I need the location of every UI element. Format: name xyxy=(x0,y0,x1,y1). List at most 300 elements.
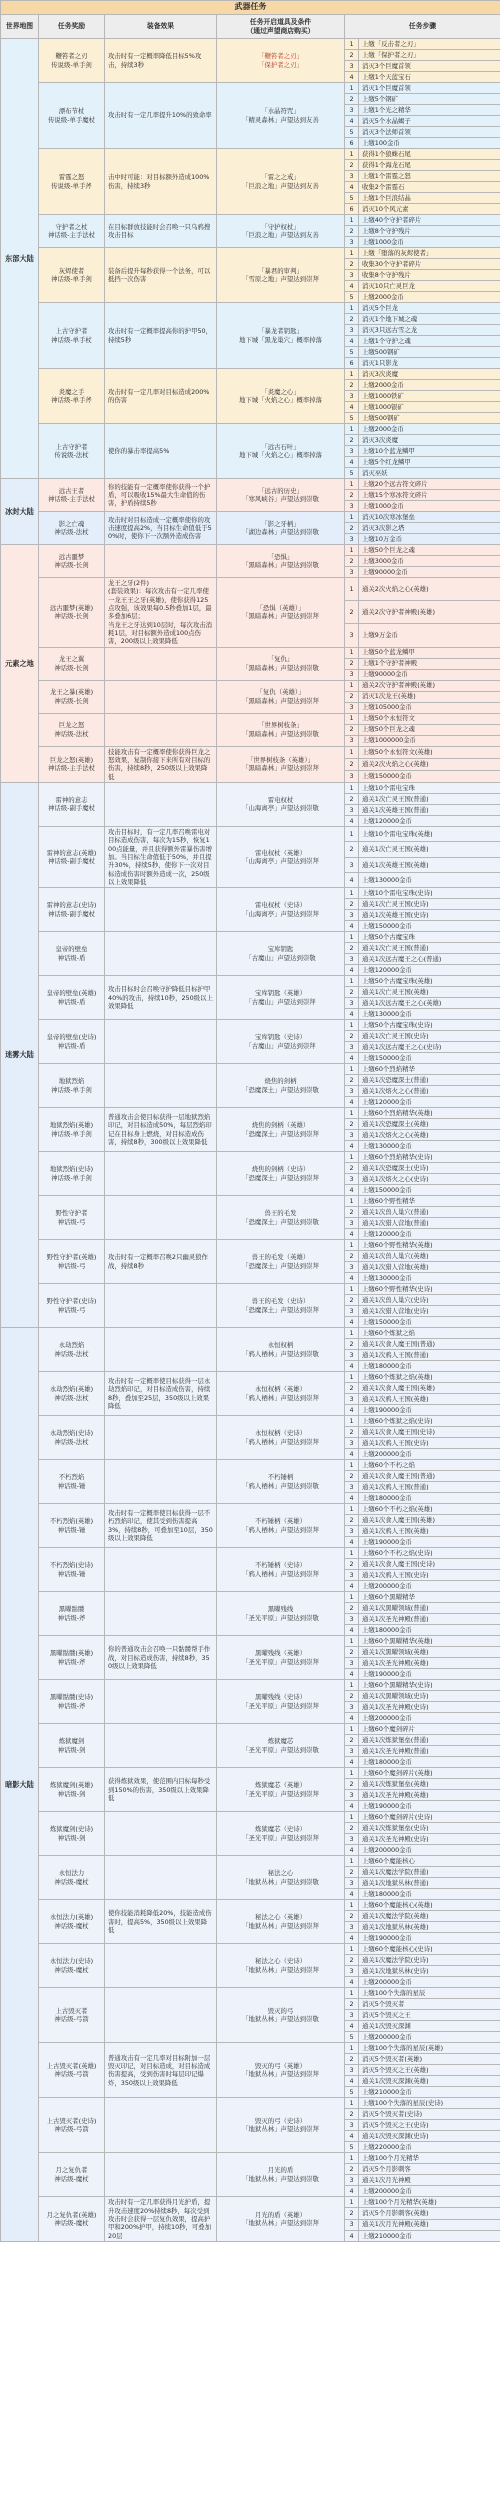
step-number: 2 xyxy=(345,259,359,270)
step-text: 上缴1000金币 xyxy=(359,501,500,512)
unlock-condition: 「影之牙柄」 「湖边森林」声望达到崇敬 xyxy=(217,512,345,545)
step-text: 上缴2000金币 xyxy=(359,380,500,391)
step-text: 上缴60个魔剑碎片 xyxy=(359,1724,500,1735)
reward-name: 野性守护者(英雄) 神话级-弓 xyxy=(39,1240,105,1284)
step-number: 1 xyxy=(345,2153,359,2164)
step-number: 4 xyxy=(345,1449,359,1460)
step-text: 通关1次英雄王国(普通) xyxy=(359,804,500,815)
table-row xyxy=(1,1548,500,1559)
equipment-effect xyxy=(105,545,217,578)
unlock-condition: 毁灭的弓（史诗） 「地狱丛林」声望达到崇拜 xyxy=(217,2098,345,2153)
table-row xyxy=(1,149,500,160)
step-number: 2 xyxy=(345,1471,359,1482)
region-cell: 暗影大陆 xyxy=(1,1328,39,2242)
step-text: 通关1次远古魔王之心(史诗) xyxy=(359,1042,500,1053)
reward-name: 远古噩梦 神话级-长剑 xyxy=(39,545,105,578)
step-number: 4 xyxy=(345,2230,359,2241)
step-text: 上缴180000金币 xyxy=(359,1625,500,1636)
equipment-effect xyxy=(105,1812,217,1856)
equipment-effect: 你的普通攻击会召唤一只骷髅帮手作战，对目标造成伤害，持续8秒，350级以上效果降低 xyxy=(105,1636,217,1680)
step-number: 5 xyxy=(345,2032,359,2043)
reward-name: 月之复仇者(英雄) 神话级-魔杖 xyxy=(39,2197,105,2242)
step-number: 4 xyxy=(345,281,359,292)
step-text: 消灭3次影之塔 xyxy=(359,523,500,534)
header-row xyxy=(1,15,500,39)
step-number: 1 xyxy=(345,2043,359,2054)
region-cell: 迷雾大陆 xyxy=(1,782,39,1327)
table-row xyxy=(1,2153,500,2164)
step-text: 上缴100个月光精华(英雄) xyxy=(359,2197,500,2208)
equipment-effect xyxy=(105,1548,217,1592)
step-number: 1 xyxy=(345,545,359,556)
step-number: 2 xyxy=(345,1559,359,1570)
step-number: 2 xyxy=(345,2109,359,2120)
step-text: 上缴100金币 xyxy=(359,138,500,149)
equipment-effect: 攻击时有一定几率对目标造成200%的伤害 xyxy=(105,369,217,424)
step-text: 上缴500钢矿 xyxy=(359,413,500,424)
step-number: 1 xyxy=(345,1900,359,1911)
step-text: 上缴100个失落的星辰(史诗) xyxy=(359,2098,500,2109)
step-text: 上缴150000金币 xyxy=(359,921,500,932)
unlock-condition: 「雷之之戒」 「巨浪之地」声望达到友善 xyxy=(217,149,345,215)
step-text: 上缴180000金币 xyxy=(359,1757,500,1768)
equipment-effect: 使你的暴击率提高5% xyxy=(105,424,217,479)
step-number: 3 xyxy=(345,1174,359,1185)
unlock-condition: 烧焦的剑柄（英雄） 「恐魔深土」声望达到崇拜 xyxy=(217,1108,345,1152)
equipment-effect: 使你技能消耗降低20%，技能造成伤害时，提高5%，350级以上效果降低 xyxy=(105,1900,217,1944)
step-text: 上缴60个炼狱之焰(史诗) xyxy=(359,1416,500,1427)
step-text: 上缴60个烈焰精华(史诗) xyxy=(359,1152,500,1163)
step-number: 3 xyxy=(345,1878,359,1889)
step-number: 3 xyxy=(345,171,359,182)
unlock-condition: 秘法之心（史诗） 「地狱丛林」声望达到崇拜 xyxy=(217,1944,345,1988)
step-number: 2 xyxy=(345,842,359,857)
step-number: 3 xyxy=(345,1262,359,1273)
step-number: 3 xyxy=(345,1130,359,1141)
step-number: 4 xyxy=(345,1361,359,1372)
step-text: 消灭5个毁灭之王(史诗) xyxy=(359,2120,500,2131)
step-number: 4 xyxy=(345,1801,359,1812)
step-text: 通关1次圣光神殿(史诗) xyxy=(359,1834,500,1845)
step-number: 2 xyxy=(345,1515,359,1526)
step-number: 4 xyxy=(345,1757,359,1768)
step-text: 上缴「保护者之刃」 xyxy=(359,50,500,61)
step-text: 通关1次魔法学院(普通) xyxy=(359,1867,500,1878)
step-number: 1 xyxy=(345,1020,359,1031)
equipment-effect xyxy=(105,1724,217,1768)
step-number: 1 xyxy=(345,1328,359,1339)
step-number: 1 xyxy=(345,2197,359,2208)
equipment-effect xyxy=(105,713,217,746)
step-text: 通关2次火焰之心(英雄) xyxy=(359,578,500,601)
step-text: 上缴50个巨龙之魂 xyxy=(359,545,500,556)
step-text: 通关1次亡灵王国(史诗) xyxy=(359,1031,500,1042)
step-number: 4 xyxy=(345,2186,359,2197)
unlock-condition: 黑曜残线 「圣光平原」声望达到崇敬 xyxy=(217,1592,345,1636)
step-text: 消灭5个毁灭者(英雄) xyxy=(359,2054,500,2065)
step-text: 消灭1次龙王(英雄) xyxy=(359,691,500,702)
step-text: 上缴200000金币 xyxy=(359,1845,500,1856)
step-text: 上缴1个天蓝宝石 xyxy=(359,72,500,83)
unlock-condition: 兽王的毛发 「恐魔深土」声望达到崇敬 xyxy=(217,1196,345,1240)
step-text: 通关1次食人魔王国(普通) xyxy=(359,1471,500,1482)
step-text: 通关1次食人魔王国(史诗) xyxy=(359,1559,500,1570)
step-text: 上缴60个烈焰精华 xyxy=(359,1064,500,1075)
step-number: 4 xyxy=(345,402,359,413)
step-number: 3 xyxy=(345,1746,359,1757)
reward-name: 永劫烈焰(英雄) 神话级-法杖 xyxy=(39,1372,105,1416)
step-number: 2 xyxy=(345,758,359,770)
reward-name: 雷神的意志(英雄) 神话级-副手魔杖 xyxy=(39,826,105,887)
step-text: 上缴3000金币 xyxy=(359,556,500,567)
table-row xyxy=(1,888,500,899)
step-number: 3 xyxy=(345,1658,359,1669)
step-text: 上缴10个雷电宝珠(英雄) xyxy=(359,826,500,841)
reward-name: 炼狱魔剑(史诗) 神话级-剑 xyxy=(39,1812,105,1856)
table-row xyxy=(1,369,500,380)
equipment-effect xyxy=(105,1416,217,1460)
reward-name: 皇帝的壁垒(史诗) 神话级-盾 xyxy=(39,1020,105,1064)
step-text: 通关1次地狱丛林(英雄) xyxy=(359,1922,500,1933)
reward-name: 雷神的意志 神话级-副手魔杖 xyxy=(39,782,105,826)
step-text: 通关1次毁灭深渊 xyxy=(359,2021,500,2032)
step-number: 2 xyxy=(345,50,359,61)
sheet-title: 武器任务 xyxy=(1,1,500,15)
step-number: 2 xyxy=(345,601,359,624)
step-number: 4 xyxy=(345,1581,359,1592)
table-row xyxy=(1,2197,500,2208)
step-number: 5 xyxy=(345,193,359,204)
step-number: 3 xyxy=(345,857,359,872)
step-text: 上缴15个寒冰符文碎片 xyxy=(359,490,500,501)
step-number: 2 xyxy=(345,490,359,501)
unlock-condition: 「水晶符咒」 「精灵森林」声望达到友善 xyxy=(217,83,345,149)
step-number: 1 xyxy=(345,932,359,943)
reward-name: 月之复仇者 神话级-魔杖 xyxy=(39,2153,105,2197)
region-cell: 冰封大陆 xyxy=(1,479,39,545)
step-text: 上缴100个失落的星辰(英雄) xyxy=(359,2043,500,2054)
step-number: 3 xyxy=(345,237,359,248)
reward-name: 龙王之翼 神话级-长剑 xyxy=(39,647,105,680)
step-text: 上缴60个魔能核心(英雄) xyxy=(359,1900,500,1911)
step-number: 1 xyxy=(345,1768,359,1779)
step-text: 通关1次黑曜领域(普通) xyxy=(359,1603,500,1614)
table-row xyxy=(1,1988,500,1999)
step-text: 上缴200000金币 xyxy=(359,1977,500,1988)
step-number: 6 xyxy=(345,138,359,149)
step-text: 通关1次鸦人王国(史诗) xyxy=(359,1438,500,1449)
step-number: 2 xyxy=(345,1867,359,1878)
step-text: 消灭5个月影刺客(英雄) xyxy=(359,2208,500,2219)
step-text: 上缴120000金币 xyxy=(359,815,500,826)
step-number: 2 xyxy=(345,1207,359,1218)
reward-name: 永恒法力 神话级-魔杖 xyxy=(39,1856,105,1900)
unlock-condition: 兽王的毛发（英雄） 「恐魔深土」声望达到崇拜 xyxy=(217,1240,345,1284)
unlock-condition: 黑曜残线（英雄） 「圣光平原」声望达到崇拜 xyxy=(217,1636,345,1680)
step-text: 上缴130000金币 xyxy=(359,1009,500,1020)
table-row xyxy=(1,680,500,691)
step-number: 3 xyxy=(345,105,359,116)
step-text: 通关1次兽人巢穴(英雄) xyxy=(359,1251,500,1262)
unlock-condition: 毁灭的弓（英雄） 「地狱丛林」声望达到崇拜 xyxy=(217,2043,345,2098)
step-text: 上缴150000金币 xyxy=(359,770,500,782)
step-number: 3 xyxy=(345,391,359,402)
step-text: 收集30个守护者碎片 xyxy=(359,259,500,270)
table-row xyxy=(1,1196,500,1207)
step-text: 通关1次食人魔王国(英雄) xyxy=(359,1515,500,1526)
step-number: 4 xyxy=(345,1185,359,1196)
step-text: 上缴9万金币 xyxy=(359,624,500,647)
region-cell: 东部大陆 xyxy=(1,39,39,479)
step-text: 通关1次圣光神殿(普通) xyxy=(359,1614,500,1625)
step-number: 1 xyxy=(345,1416,359,1427)
table-row xyxy=(1,746,500,758)
step-number: 2 xyxy=(345,1295,359,1306)
unlock-condition: 宝库钥匙 「古魔山」声望达到崇敬 xyxy=(217,932,345,976)
step-number: 1 xyxy=(345,1988,359,1999)
equipment-effect xyxy=(105,1196,217,1240)
table-row xyxy=(1,215,500,226)
step-number: 1 xyxy=(345,303,359,314)
step-number: 1 xyxy=(345,479,359,490)
step-number: 2 xyxy=(345,1383,359,1394)
equipment-effect: 你的技能有一定概率使你获得一个护盾，可以吸收15%最大生命值的伤害，护盾持续5秒 xyxy=(105,479,217,512)
step-number: 5 xyxy=(345,2087,359,2098)
step-number: 1 xyxy=(345,83,359,94)
step-number: 6 xyxy=(345,358,359,369)
step-text: 通关1次鸦人王国(史诗) xyxy=(359,1570,500,1581)
reward-name: 永劫烈焰 神话级-法杖 xyxy=(39,1328,105,1372)
equipment-effect: 攻击时有一定概率使目标获得一层永劫烈焰印记，对目标造成伤害，持续8秒，叠加至25层，350级以上效果降低 xyxy=(105,1372,217,1416)
equipment-effect xyxy=(105,888,217,932)
step-text: 通关1次鸦人王国(英雄) xyxy=(359,1394,500,1405)
equipment-effect xyxy=(105,1680,217,1724)
step-number: 4 xyxy=(345,1009,359,1020)
region-cell: 元素之地 xyxy=(1,545,39,783)
step-text: 上缴200000金币 xyxy=(359,1581,500,1592)
step-number: 2 xyxy=(345,1955,359,1966)
unlock-condition: 雷电权杖 「山海离亭」声望达到崇敬 xyxy=(217,782,345,826)
equipment-effect: 攻击时有一定几率获得月光护盾，提升攻击速度20%持续8秒，每次受到攻击时会获得一层复仇效果，提高护甲和200%护甲，持续10秒，可叠加20层 xyxy=(105,2197,217,2242)
step-number: 3 xyxy=(345,325,359,336)
reward-name: 野性守护者(史诗) 神话级-弓 xyxy=(39,1284,105,1328)
step-number: 3 xyxy=(345,534,359,545)
step-number: 3 xyxy=(345,770,359,782)
step-number: 2 xyxy=(345,380,359,391)
step-number: 2 xyxy=(345,1823,359,1834)
step-number: 2 xyxy=(345,1427,359,1438)
step-number: 1 xyxy=(345,39,359,50)
reward-name: 上古毁灭者 神话级-弓箭 xyxy=(39,1988,105,2043)
unlock-condition: 「远古的历史」 「寒风峡谷」声望达到崇敬 xyxy=(217,479,345,512)
step-number: 4 xyxy=(345,1273,359,1284)
step-number: 1 xyxy=(345,369,359,380)
unlock-condition: 「暴君的审判」 「雪原之地」声望达到崇拜 xyxy=(217,248,345,303)
unlock-condition: 永恒权柄（史诗） 「鸦人栖林」声望达到崇拜 xyxy=(217,1416,345,1460)
step-text: 通关1次恐魔深土(英雄) xyxy=(359,1119,500,1130)
unlock-condition: 兽王的毛发（史诗） 「恐魔深土」声望达到崇拜 xyxy=(217,1284,345,1328)
step-text: 消灭1只影龙 xyxy=(359,358,500,369)
unlock-condition: 永恒权柄（英雄） 「鸦人栖林」声望达到崇拜 xyxy=(217,1372,345,1416)
table-row xyxy=(1,1152,500,1163)
table-row xyxy=(1,479,500,490)
step-number: 3 xyxy=(345,1702,359,1713)
unlock-condition: 炼狱魔芯（英雄） 「圣光平原」声望达到崇拜 xyxy=(217,1768,345,1812)
step-number: 6 xyxy=(345,204,359,215)
step-number: 3 xyxy=(345,61,359,72)
step-number: 3 xyxy=(345,1614,359,1625)
step-number: 3 xyxy=(345,1086,359,1097)
step-number: 4 xyxy=(345,815,359,826)
step-text: 消灭3次炎魔 xyxy=(359,435,500,446)
step-text: 上缴60个不朽之焰 xyxy=(359,1460,500,1471)
step-number: 4 xyxy=(345,2131,359,2142)
unlock-condition: 黑曜残线（史诗） 「圣光平原」声望达到崇拜 xyxy=(217,1680,345,1724)
step-text: 上缴50个永恒符文(英雄) xyxy=(359,746,500,758)
equipment-effect xyxy=(105,1152,217,1196)
step-number: 3 xyxy=(345,735,359,746)
step-number: 3 xyxy=(345,1394,359,1405)
equipment-effect xyxy=(105,1856,217,1900)
reward-name: 雷霆之怒 传说级-单手斧 xyxy=(39,149,105,215)
reward-name: 守护者之杖 神话级-主手法杖 xyxy=(39,215,105,248)
equipment-effect: 攻击时有一定概率降低目标5%攻击，持续3秒 xyxy=(105,39,217,83)
equipment-effect: 龙王之牙(2件) (套装效果)：每次攻击有一定几率使一龙王王之牙(英雄)，使你获得125点攻强，该效果每0.5秒叠加1层，最多叠加6层； 当龙王之牙达到10层时，每次攻击消耗1层，对目标额外造成100点伤害，200级以上效果降低 xyxy=(105,578,217,648)
reward-name: 远古王者 神话级-主手法杖 xyxy=(39,479,105,512)
step-number: 4 xyxy=(345,1229,359,1240)
step-text: 消灭5个水晶蝎子 xyxy=(359,116,500,127)
reward-name: 不朽烈焰(史诗) 神话级-锤 xyxy=(39,1548,105,1592)
step-number: 4 xyxy=(345,872,359,887)
step-number: 1 xyxy=(345,782,359,793)
step-number: 3 xyxy=(345,702,359,713)
equipment-effect: 攻击时对目标造成一定概率使你的攻击速度提高2%，当目标生命值低于50%时，使你下一次额外造成伤害 xyxy=(105,512,217,545)
reward-name: 漂布节杖 传说级-单手魔杖 xyxy=(39,83,105,149)
table-row xyxy=(1,1284,500,1295)
step-number: 4 xyxy=(345,1405,359,1416)
unlock-condition: 炼狱魔芯（史诗） 「圣光平原」声望达到崇拜 xyxy=(217,1812,345,1856)
step-text: 上缴1000铁矿 xyxy=(359,391,500,402)
reward-name: 地狱烈焰(英雄) 神话级-单手剑 xyxy=(39,1108,105,1152)
reward-name: 上古守护者 传说级-法杖 xyxy=(39,424,105,479)
step-number: 3 xyxy=(345,2175,359,2186)
step-text: 通关1次熔火之心(史诗) xyxy=(359,1174,500,1185)
step-text: 通关1次魔法学院(英雄) xyxy=(359,1911,500,1922)
step-text: 上缴50个永恒符文 xyxy=(359,713,500,724)
step-number: 3 xyxy=(345,669,359,680)
equipment-effect: 获得炼狱效果，使范围内目标每秒受到150%的伤害，350级以上效果降低 xyxy=(105,1768,217,1812)
step-text: 上缴200000金币 xyxy=(359,2032,500,2043)
header-world-map: 世界地图 xyxy=(1,15,39,39)
step-text: 上缴2000金币 xyxy=(359,424,500,435)
table-row xyxy=(1,1768,500,1779)
step-text: 消灭5个毁灭者(史诗) xyxy=(359,2109,500,2120)
step-number: 4 xyxy=(345,1097,359,1108)
step-number: 3 xyxy=(345,804,359,815)
step-text: 上缴60个野性精华(史诗) xyxy=(359,1284,500,1295)
step-number: 4 xyxy=(345,1669,359,1680)
step-text: 上缴「堕落的灰烬使者」 xyxy=(359,248,500,259)
step-text: 上缴150000金币 xyxy=(359,1317,500,1328)
table-row xyxy=(1,83,500,94)
step-text: 上缴60个野性精华 xyxy=(359,1196,500,1207)
unlock-condition: 不朽锤柄 「鸦人栖林」声望达到崇敬 xyxy=(217,1460,345,1504)
step-number: 1 xyxy=(345,888,359,899)
equipment-effect: 普通攻击会使目标获得一层地狱烈焰印记，对目标造成50%，每层烈焰印记在目标身上燃烧，对目标造成伤害，持续8秒，300级以上效果降低 xyxy=(105,1108,217,1152)
reward-name: 地狱烈焰(史诗) 神话级-单手剑 xyxy=(39,1152,105,1196)
step-text: 消灭1个地下城之魂 xyxy=(359,314,500,325)
step-number: 4 xyxy=(345,921,359,932)
step-text: 上缴130000金币 xyxy=(359,1273,500,1284)
step-number: 2 xyxy=(345,94,359,105)
reward-name: 巨龙之怒(英雄) 神话级-主手法杖 xyxy=(39,746,105,782)
step-text: 通关2次守护者神殿(英雄) xyxy=(359,601,500,624)
step-text: 上缴210000金币 xyxy=(359,2230,500,2241)
step-text: 上缴190000金币 xyxy=(359,1801,500,1812)
step-text: 通关1次猎人营地(普通) xyxy=(359,1218,500,1229)
step-number: 1 xyxy=(345,578,359,601)
step-text: 通关1次魔法学院(史诗) xyxy=(359,1955,500,1966)
step-text: 消灭5个巨龙 xyxy=(359,303,500,314)
step-number: 2 xyxy=(345,1647,359,1658)
step-number: 2 xyxy=(345,556,359,567)
step-text: 通关1次远古魔王之心(普通) xyxy=(359,954,500,965)
reward-name: 上古毁灭者(史诗) 神话级-弓箭 xyxy=(39,2098,105,2153)
step-number: 3 xyxy=(345,1834,359,1845)
unlock-condition: 秘法之心（英雄） 「地狱丛林」声望达到崇拜 xyxy=(217,1900,345,1944)
step-number: 2 xyxy=(345,2208,359,2219)
step-number: 2 xyxy=(345,160,359,171)
equipment-effect xyxy=(105,932,217,976)
table-row xyxy=(1,1020,500,1031)
step-text: 上缴60个魔能核心(史诗) xyxy=(359,1944,500,1955)
step-text: 通关1次月光神殿(英雄) xyxy=(359,2219,500,2230)
step-number: 3 xyxy=(345,1790,359,1801)
step-text: 上缴1个守护者神殿 xyxy=(359,658,500,669)
equipment-effect xyxy=(105,1064,217,1108)
step-number: 1 xyxy=(345,1152,359,1163)
step-text: 通关1次恐魔深土(普通) xyxy=(359,1075,500,1086)
step-number: 1 xyxy=(345,149,359,160)
step-text: 通关1次亡灵王国(史诗) xyxy=(359,899,500,910)
step-text: 上缴500钢矿 xyxy=(359,347,500,358)
equipment-effect xyxy=(105,1988,217,2043)
step-text: 上缴1000银矿 xyxy=(359,402,500,413)
table-banner xyxy=(1,1,500,15)
table-row xyxy=(1,303,500,314)
unlock-condition: 宝库钥匙（英雄） 「古魔山」声望达到崇拜 xyxy=(217,976,345,1020)
step-text: 获得1个狼蛛石尾 xyxy=(359,149,500,160)
table-row xyxy=(1,1944,500,1955)
step-number: 2 xyxy=(345,943,359,954)
step-text: 上缴180000金币 xyxy=(359,1889,500,1900)
step-number: 3 xyxy=(345,1350,359,1361)
step-number: 5 xyxy=(345,127,359,138)
unlock-condition: 「炎魔之心」 地下城「火焰之心」概率掉落 xyxy=(217,369,345,424)
step-text: 上缴90000金币 xyxy=(359,567,500,578)
unlock-condition: 不朽锤柄（英雄） 「鸦人栖林」声望达到崇拜 xyxy=(217,1504,345,1548)
step-number: 4 xyxy=(345,1713,359,1724)
step-text: 上缴60个不朽之焰(史诗) xyxy=(359,1548,500,1559)
step-number: 2 xyxy=(345,1779,359,1790)
step-number: 2 xyxy=(345,1075,359,1086)
step-text: 上缴40个守护者碎片 xyxy=(359,215,500,226)
unlock-condition: 炼狱魔芯 「圣光平原」声望达到崇敬 xyxy=(217,1724,345,1768)
step-number: 2 xyxy=(345,226,359,237)
unlock-condition: 雷电权杖（英雄） 「山海离亭」声望达到崇拜 xyxy=(217,826,345,887)
step-text: 消灭3个法师首领 xyxy=(359,127,500,138)
table-row xyxy=(1,1504,500,1515)
